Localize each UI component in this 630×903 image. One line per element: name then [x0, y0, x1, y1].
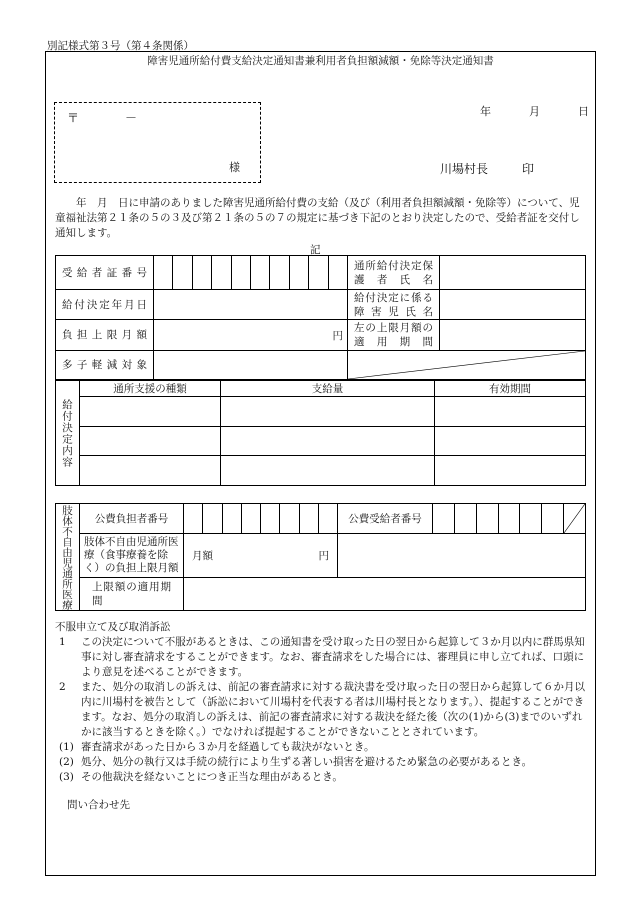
table-cell — [221, 456, 435, 486]
diagonal-line — [564, 504, 585, 533]
monthly-label: 月額 — [192, 550, 213, 562]
info-table — [55, 255, 586, 380]
issuer-name: 川場村長 — [440, 162, 489, 176]
payer-no-cells — [184, 504, 338, 534]
table-cell — [435, 397, 586, 427]
form-label: 別記様式第３号（第４条関係） — [47, 40, 194, 52]
date-line — [480, 103, 589, 119]
medical-yen: 円 — [318, 550, 329, 562]
appeal-item: 1 この決定について不服があるときは、この通知書を受け取った日の翌日から起算して３か月以内に群馬県知事に対し審査請求をすることができます。なお、審査請求をした場合には、審理員に申し立てれば、口頭により意見を述べることができます。 — [59, 636, 585, 678]
date-month: 月 — [529, 105, 540, 118]
table-cell — [80, 456, 221, 486]
ki-label: 記 — [310, 244, 321, 256]
appeal-item: (1) 審査請求があった日から３か月を経過しても裁決がないとき。 — [59, 741, 375, 753]
header-valid-period: 有効期間 — [435, 381, 586, 397]
inquiry-label: 問い合わせ先 — [67, 799, 130, 811]
limit-yen: 円 — [332, 329, 343, 342]
seal-mark: 印 — [522, 162, 535, 176]
appeal-item: 2 また、処分の取消しの訴えは、前記の審査請求に対する裁決書を受け取った日の翌日から起算して６か月以内に川場村を被告として（訴訟において川場村を代表する者は川場村長となります。）、提起することができます。なお、処分の取消しの訴えは、前記の審査請求に対する裁決を経た後（次の(1)から(3)までのいずれかに該当するときを除く。）でなければ提起することができないこととされています。 — [59, 681, 585, 738]
medical-limit-blank — [338, 534, 586, 578]
table-cell — [80, 427, 221, 456]
content-table — [55, 380, 586, 486]
postal-dash: － — [125, 111, 138, 125]
recipient-no-label: 受給者証番号 — [56, 256, 154, 290]
document-title: 障害児通所給付費支給決定通知書兼利用者負担額減額・免除等決定通知書 — [147, 55, 494, 67]
medical-limit-label: 肢体不自由児通所医療（食事療養を除く）の負担上限月額 — [80, 534, 184, 578]
header-service-type: 通所支援の種類 — [80, 381, 221, 397]
multi-child-value — [154, 351, 348, 380]
child-name-label: 給付決定に係る障害児氏名 — [348, 290, 440, 320]
multi-child-blank — [348, 351, 586, 380]
date-day: 日 — [578, 105, 589, 118]
intro-text: 年 月 日に申請のありました障害児通所給付費の支給（及び（利用者負担額減額・免除等）について、児童福祉法第２１条の５の３及び第２１条の５の７の規定に基づき下記のとおり決定したので、受給者証を交付し通知します。 — [55, 197, 580, 239]
limit-value — [154, 320, 348, 351]
decision-guardian-label: 通所給付決定保護者氏名 — [348, 256, 440, 290]
issuer — [440, 160, 534, 177]
medical-side-label: 肢体不自由児通所医療 — [56, 504, 80, 611]
address-box — [54, 102, 261, 183]
table-cell — [221, 427, 435, 456]
appeal-notice — [55, 620, 590, 785]
child-name-value — [440, 290, 586, 320]
medical-table — [55, 503, 586, 611]
public-recipient-no-label: 公費受給者番号 — [338, 504, 433, 533]
multi-child-label: 多子軽減対象 — [56, 351, 154, 380]
limit-period-value — [440, 320, 586, 351]
date-year: 年 — [480, 105, 491, 118]
diagonal-line — [348, 351, 585, 379]
postal-mark: 〒 — [67, 111, 80, 125]
appeal-item: (3) その他裁決を経ないことにつき正当な理由があるとき。 — [59, 771, 343, 783]
recipient-no-area — [338, 504, 586, 534]
header-amount: 支給量 — [221, 381, 435, 397]
limit-period-label: 左の上限月額の適用期間 — [348, 320, 440, 351]
content-side-label: 給付決定内容 — [56, 381, 80, 486]
table-cell — [435, 456, 586, 486]
recipient-no-cells — [154, 256, 348, 290]
table-cell — [435, 427, 586, 456]
decision-guardian-value — [440, 256, 586, 290]
appeal-item: (2) 処分、処分の執行又は手続の続行により生ずる著しい損害を避けるため緊急の必要があるとき。 — [59, 756, 533, 768]
medical-period-value — [184, 578, 586, 611]
medical-period-label: 上限額の適用期間 — [80, 578, 184, 611]
table-cell — [80, 397, 221, 427]
medical-limit-value — [184, 534, 338, 578]
appeal-heading: 不服申立て及び取消訴訟 — [55, 621, 171, 633]
payer-no-label: 公費負担者番号 — [80, 504, 184, 534]
decision-date-value — [154, 290, 348, 320]
table-cell — [221, 397, 435, 427]
decision-date-label: 給付決定年月日 — [56, 290, 154, 320]
limit-label: 負担上限月額 — [56, 320, 154, 351]
honorific: 様 — [229, 161, 240, 174]
